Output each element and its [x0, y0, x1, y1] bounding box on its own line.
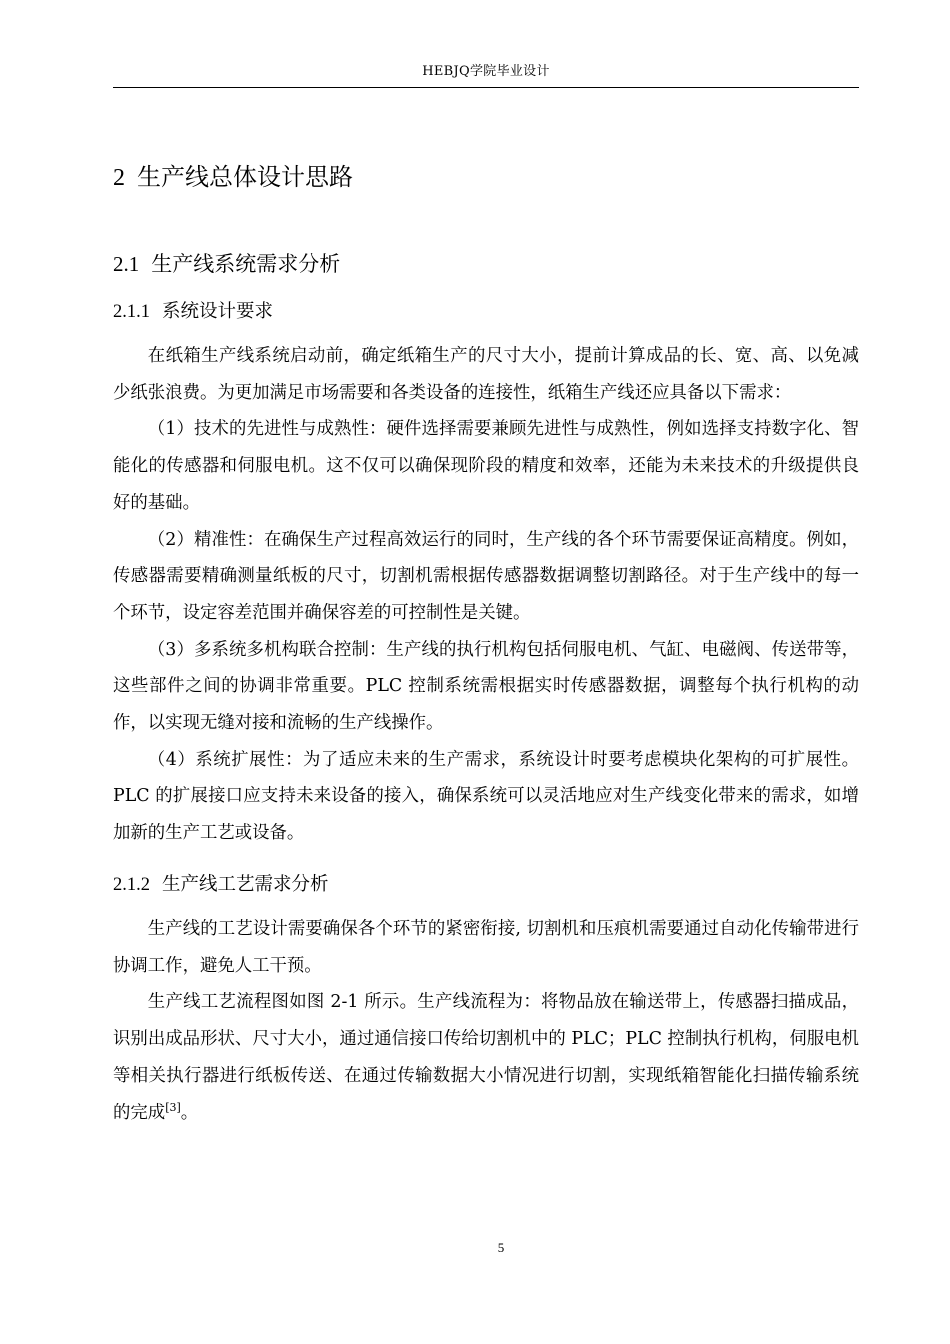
citation-marker: [3] [165, 1100, 181, 1114]
chapter-title [113, 160, 353, 195]
process-requirements-body [113, 911, 859, 1131]
page-number: 5 [497, 1240, 505, 1255]
section-title [113, 249, 340, 279]
requirement-paragraph-1: （1）技术的先进性与成熟性：硬件选择需要兼顾先进性与成熟性，例如选择支持数字化、智能化的传感器和伺服电机。这不仅可以确保现阶段的精度和效率，还能为未来技术的升级提供良好的基础。 [113, 419, 859, 513]
header-rule [113, 87, 859, 88]
chapter-title-text: 生产线总体设计思路 [137, 163, 353, 191]
requirement-paragraph-4: （4）系统扩展性：为了适应未来的生产需求，系统设计时要考虑模块化架构的可扩展性。PLC 的扩展接口应支持未来设备的接入，确保系统可以灵活地应对生产线变化带来的需求，如增加新的生产工艺或设备。 [113, 749, 859, 844]
subsection-number: 2.1.1 [113, 302, 150, 322]
process-paragraph-2 [113, 984, 859, 1131]
subsection-number: 2.1.2 [113, 875, 150, 895]
process-paragraph-2-end: 。 [180, 1102, 199, 1123]
requirement-paragraph-3: （3）多系统多机构联合控制：生产线的执行机构包括伺服电机、气缸、电磁阀、传送带等，这些部件之间的协调非常重要。PLC 控制系统需根据实时传感器数据，调整每个执行机构的动作，以实现无缝对接和流畅的生产线操作。 [113, 639, 859, 734]
subsection-title-text: 生产线工艺需求分析 [162, 874, 329, 895]
subsection-title-2-1-1 [113, 298, 273, 326]
subsection-title-text: 系统设计要求 [162, 301, 274, 322]
intro-paragraph: 在纸箱生产线系统启动前，确定纸箱生产的尺寸大小，提前计算成品的长、宽、高、以免减少纸张浪费。为更加满足市场需要和各类设备的连接性，纸箱生产线还应具备以下需求： [113, 346, 859, 403]
subsection-title-2-1-2 [113, 871, 329, 899]
running-header: HEBJQ学院毕业设计 [422, 64, 550, 79]
chapter-number: 2 [113, 165, 125, 191]
requirement-paragraph-2: （2）精准性：在确保生产过程高效运行的同时，生产线的各个环节需要保证高精度。例如，传感器需要精确测量纸板的尺寸，切割机需根据传感器数据调整切割路径。对于生产线中的每一个环节，设定容差范围并确保容差的可控制性是关键。 [113, 529, 859, 623]
process-paragraph-1: 生产线的工艺设计需要确保各个环节的紧密衔接, 切割机和压痕机需要通过自动化传输带进行协调工作，避免人工干预。 [113, 919, 859, 976]
section-title-text: 生产线系统需求分析 [151, 252, 341, 276]
section-number: 2.1 [113, 252, 140, 276]
process-paragraph-2-text: 生产线工艺流程图如图 2-1 所示。生产线流程为：将物品放在输送带上，传感器扫描成品，识别出成品形状、尺寸大小，通过通信接口传给切割机中的 PLC；PLC 控制执行机构，伺服电机等相关执行器进行纸板传送、在通过传输数据大小情况进行切割，实现纸箱智能化扫描传输系统的完成 [113, 992, 859, 1123]
system-requirements-body [113, 338, 859, 852]
